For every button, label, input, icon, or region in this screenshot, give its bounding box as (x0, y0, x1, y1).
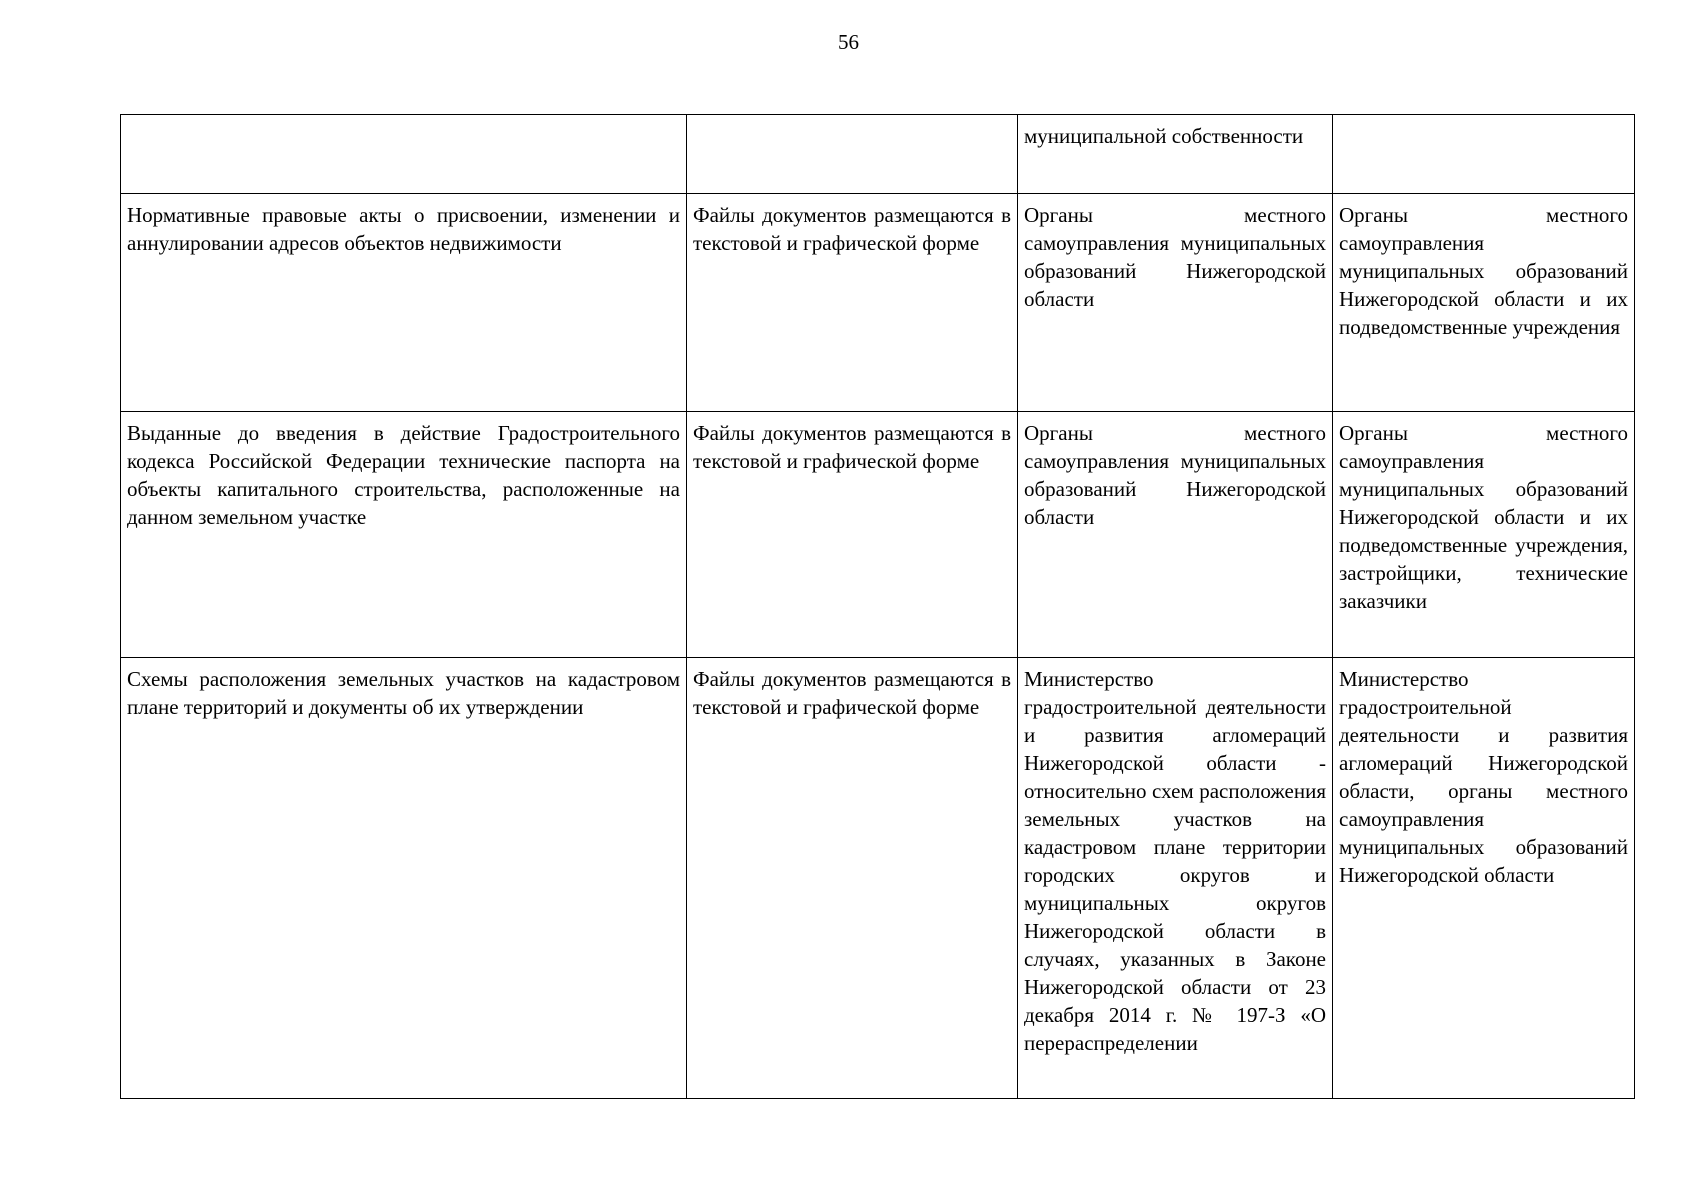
table-cell: Органы местного самоуправления муниципальных образований Нижегородской области и их подведомственные учреждения, застройщики, технические заказчики (1333, 412, 1635, 658)
table-cell: Министерство градостроительной деятельности и развития агломераций Нижегородской области - относительно схем расположения земельных участков на кадастровом плане территории городских округов и муниципальных округов Нижегородской области в случаях, указанных в Законе Нижегородской области от 23 декабря 2014 г. № 197-З «О перераспределении (1018, 658, 1333, 1099)
table-cell: Файлы документов размещаются в текстовой и графической форме (687, 658, 1018, 1099)
table-cell: Органы местного самоуправления муниципальных образований Нижегородской области (1018, 194, 1333, 412)
table-cell: муниципальной собственности (1018, 115, 1333, 194)
table-cell: Выданные до введения в действие Градостроительного кодекса Российской Федерации технические паспорта на объекты капитального строительства, расположенные на данном земельном участке (121, 412, 687, 658)
table-cell: Нормативные правовые акты о присвоении, изменении и аннулировании адресов объектов недвижимости (121, 194, 687, 412)
table-cell (687, 115, 1018, 194)
table-cell (121, 115, 687, 194)
document-table (120, 114, 1635, 1099)
table-row (121, 194, 1635, 412)
table-cell: Файлы документов размещаются в текстовой и графической форме (687, 194, 1018, 412)
table-row (121, 658, 1635, 1099)
table-cell: Министерство градостроительной деятельности и развития агломераций Нижегородской области, органы местного самоуправления муниципальных образований Нижегородской области (1333, 658, 1635, 1099)
table-cell: Схемы расположения земельных участков на кадастровом плане территорий и документы об их утверждении (121, 658, 687, 1099)
table-cell: Файлы документов размещаются в текстовой и графической форме (687, 412, 1018, 658)
table-row (121, 115, 1635, 194)
page-number: 56 (838, 30, 859, 54)
table-cell: Органы местного самоуправления муниципальных образований Нижегородской области и их подведомственные учреждения (1333, 194, 1635, 412)
table-cell (1333, 115, 1635, 194)
table-row (121, 412, 1635, 658)
table-cell: Органы местного самоуправления муниципальных образований Нижегородской области (1018, 412, 1333, 658)
